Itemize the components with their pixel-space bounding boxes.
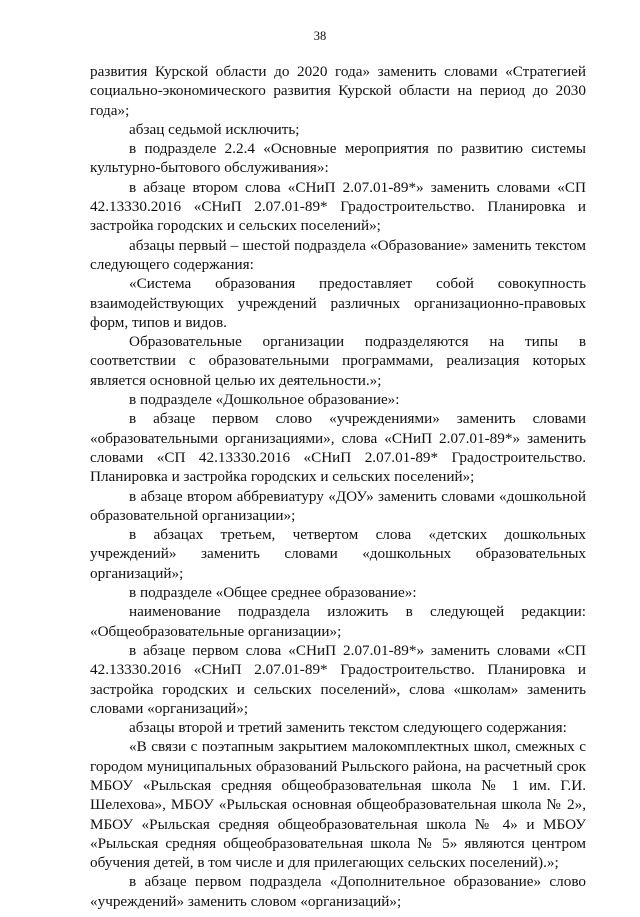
paragraph: в подразделе 2.2.4 «Основные мероприятия по развитию системы культурно-бытового обслуживания»:: [90, 140, 586, 177]
paragraph: в абзацах третьем, четвертом слова «детских дошкольных учреждений» заменить словами «дошкольных образовательных организаций»;: [90, 526, 586, 582]
paragraph: в абзаце втором аббревиатуру «ДОУ» заменить словами «дошкольной образовательной организации»;: [90, 487, 586, 524]
paragraph: в абзаце первом слова «СНиП 2.07.01-89*» заменить словами «СП 42.13330.2016 «СНиП 2.07.01-89* Градостроительство. Планировка и застройка городских и сельских поселений», слова «школам» заменить словами «организаций»;: [90, 641, 586, 717]
paragraph: в подразделе «Дошкольное образование»:: [129, 391, 400, 409]
document-body: [90, 62, 586, 911]
paragraph-continuation: развития Курской области до 2020 года» заменить словами «Стратегией социально-экономического развития Курской области на период до 2030 года»;: [90, 63, 586, 119]
paragraph: в абзаце первом подраздела «Дополнительное образование» слово «учреждений» заменить словом «организаций»;: [90, 873, 586, 910]
page-number: 38: [313, 29, 327, 43]
paragraph: абзац седьмой исключить;: [129, 120, 300, 138]
paragraph: в абзаце втором слова «СНиП 2.07.01-89*» заменить словами «СП 42.13330.2016 «СНиП 2.07.01-89* Градостроительство. Планировка и застройка городских и сельских поселений»;: [90, 178, 586, 235]
paragraph: «В связи с поэтапным закрытием малокомплектных школ, смежных с городом муниципальных образований Рыльского района, на расчетный срок МБОУ «Рыльская средняя общеобразовательная школа № 1 им. Г.И. Шелехова», МБОУ «Рыльская основная общеобразовательная школа № 2», МБОУ «Рыльская средняя общеобразовательная школа № 4» и МБОУ «Рыльская средняя общеобразовательная школа № 5» являются центром обучения детей, в том числе и для прилегающих сельских поселений).»;: [90, 738, 586, 872]
paragraph: абзацы второй и третий заменить текстом следующего содержания:: [129, 719, 567, 737]
paragraph: в абзаце первом слово «учреждениями» заменить словами «образовательными организациями», слова «СНиП 2.07.01-89*» заменить словами «СП 42.13330.2016 «СНиП 2.07.01-89* Градостроительство. Планировка и застройка городских и сельских поселений»;: [90, 410, 586, 486]
paragraph: Образовательные организации подразделяются на типы в соответствии с образовательными программами, реализация которых является основной целью их деятельности.»;: [90, 333, 586, 389]
paragraph: в подразделе «Общее среднее образование»:: [129, 584, 417, 602]
paragraph: «Система образования предоставляет собой совокупность взаимодействующих учреждений различных организационно-правовых форм, типов и видов.: [90, 275, 586, 331]
paragraph: наименование подраздела изложить в следующей редакции: «Общеобразовательные организации»;: [90, 603, 586, 640]
paragraph: абзацы первый – шестой подраздела «Образование» заменить текстом следующего содержания:: [90, 236, 586, 273]
